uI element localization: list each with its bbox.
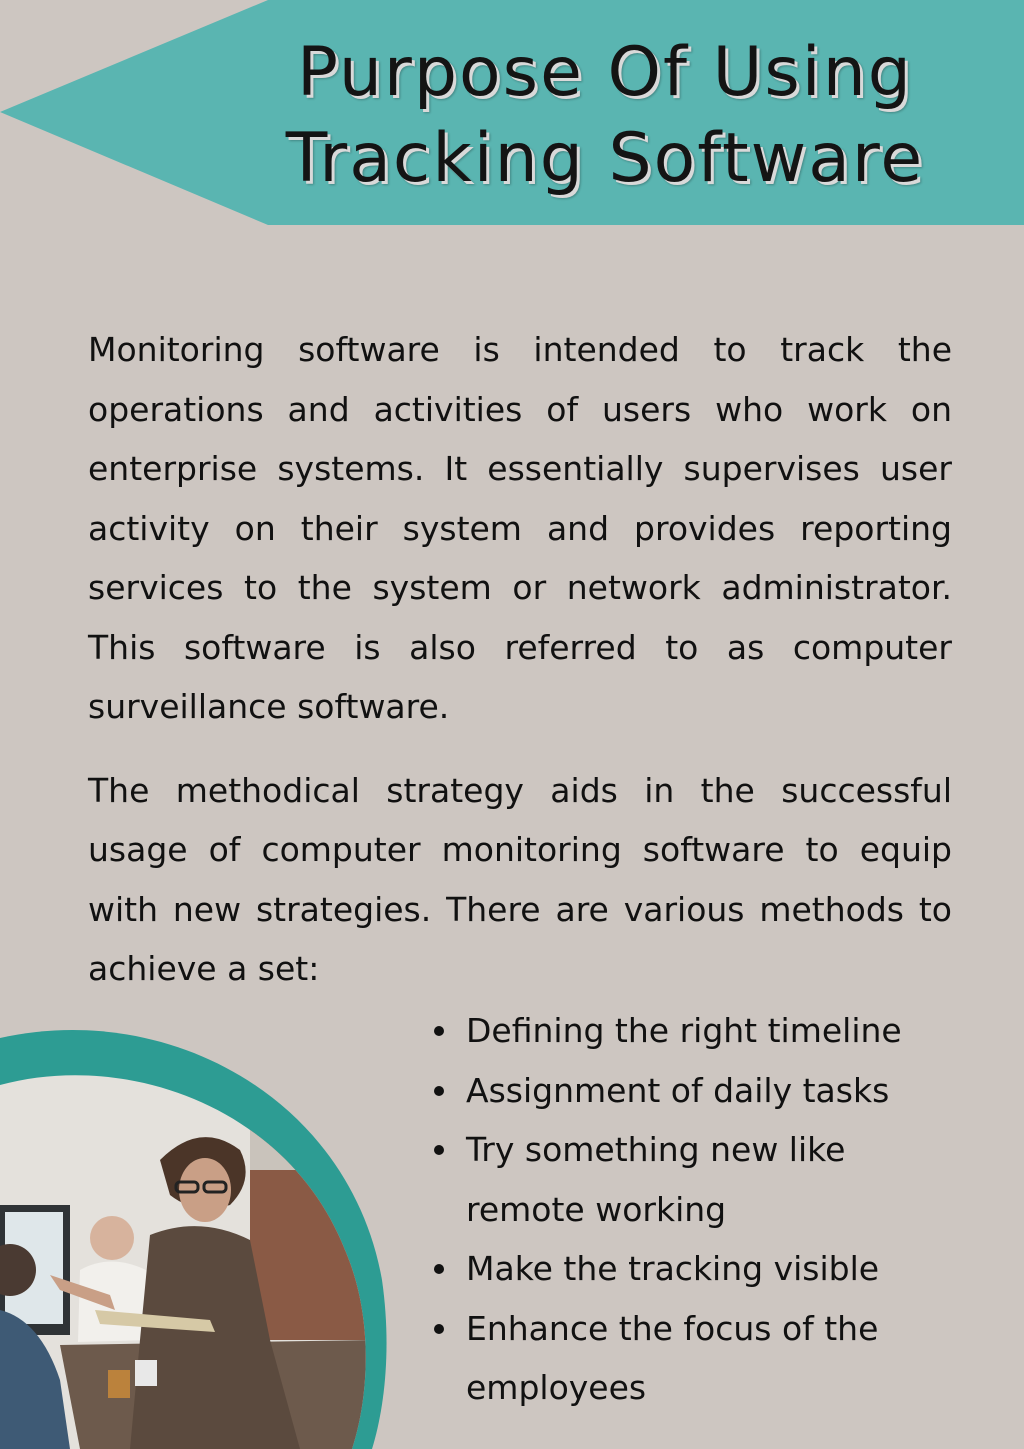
list-item	[430, 1001, 990, 1061]
list-item-text: Assignment of daily tasks	[466, 1070, 890, 1110]
list-item-text: Make the tracking visible	[466, 1249, 880, 1288]
list-item	[430, 1120, 990, 1239]
bullet-icon	[434, 1324, 444, 1334]
list-item-text: Defining the right timeline	[466, 1011, 902, 1050]
page-title-line-1: Purpose Of Using	[297, 33, 913, 112]
list-item-text: Try something new like remote working	[466, 1130, 846, 1229]
bullet-icon	[434, 1264, 444, 1274]
list-item	[430, 1061, 990, 1121]
page-title	[230, 30, 980, 202]
list-item	[430, 1299, 990, 1418]
list-item	[430, 1239, 990, 1299]
bullet-icon	[434, 1086, 444, 1096]
bullet-icon	[434, 1026, 444, 1036]
methods-list	[430, 1001, 990, 1418]
list-item-text: Enhance the focus of the employees	[466, 1308, 879, 1407]
office-photo	[0, 1020, 390, 1449]
body-text	[88, 320, 952, 1023]
bullet-icon	[434, 1145, 444, 1155]
page-title-line-2: Tracking Software	[285, 119, 925, 198]
intro-paragraph: Monitoring software is intended to track the operations and activities of users who work on enterprise systems. It essentially supervises user activity on their system and provides reporting services to the system or network administrator. This software is also referred to as computer surveillance software.	[88, 330, 952, 726]
strategy-paragraph: The methodical strategy aids in the successful usage of computer monitoring software to equip with new strategies. There are various methods to achieve a set:	[88, 770, 952, 988]
